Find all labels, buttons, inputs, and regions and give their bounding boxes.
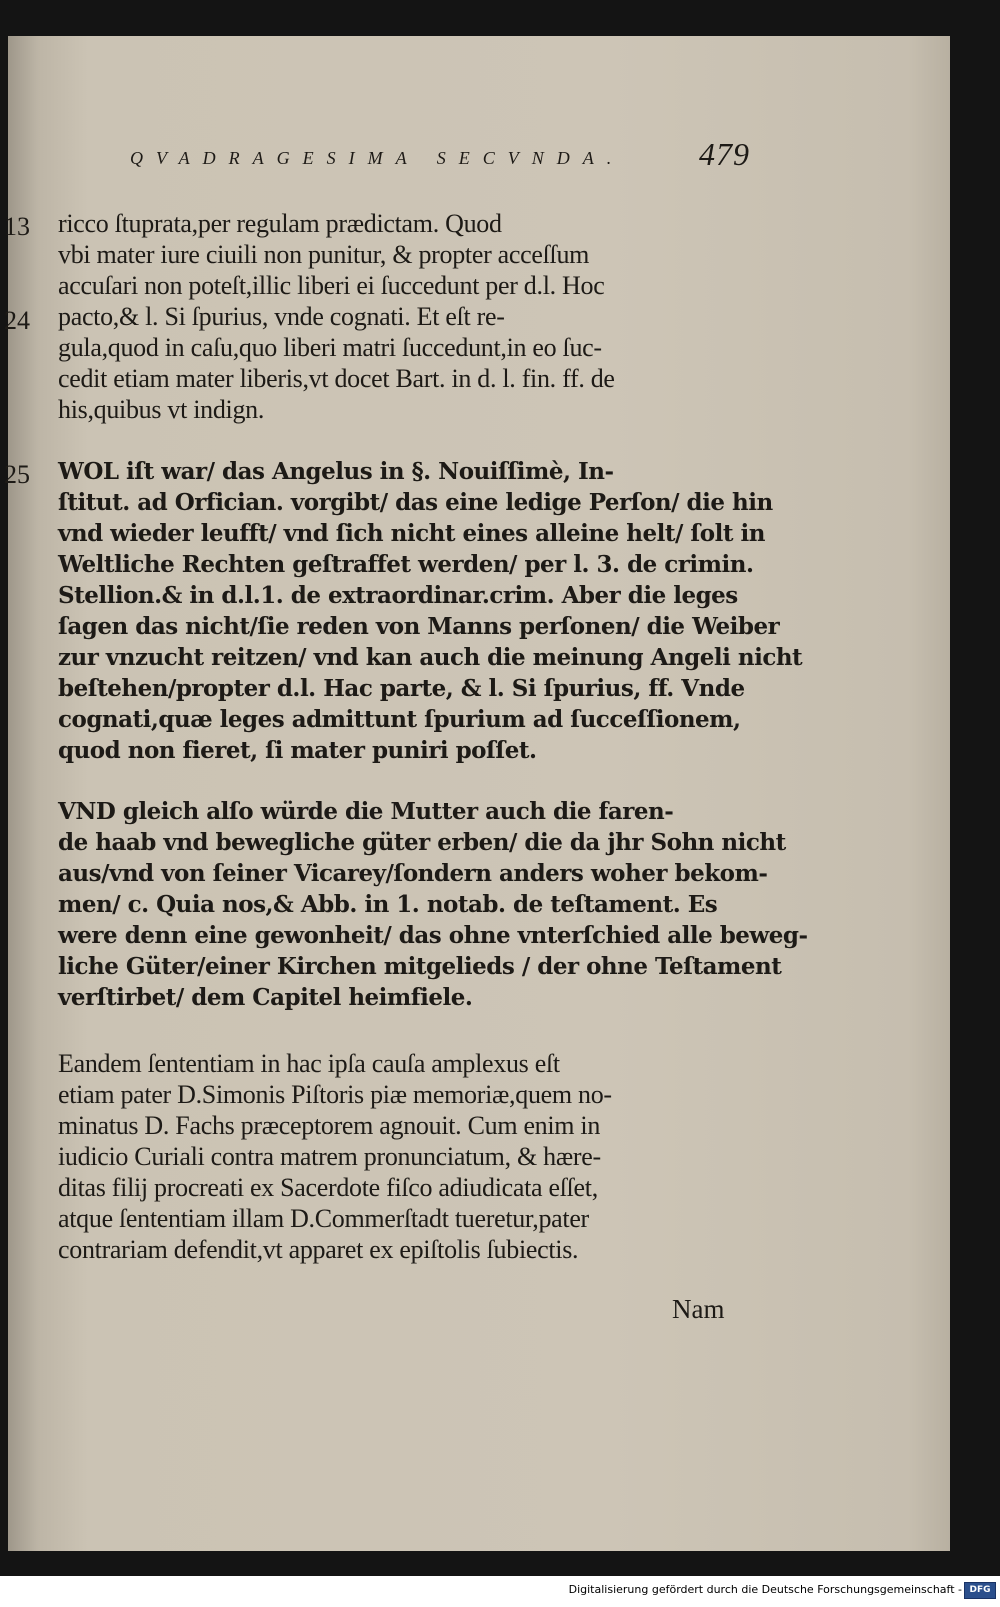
paragraph-latin-1: [58, 208, 743, 425]
footer-credit-bar: [0, 1577, 1000, 1607]
catchword: Nam: [672, 1294, 725, 1324]
text-line: beſtehen/propter d.l. Hac parte, & l. Si ſpurius, ff. Vnde: [58, 675, 745, 702]
text-line: gula,quod in caſu,quo liberi matri ſuccedunt,in eo ſuc-: [58, 333, 602, 362]
margin-number: 25: [4, 460, 30, 489]
running-head: [130, 134, 750, 184]
text-line: verſtirbet/ dem Capitel heimfiele.: [58, 984, 473, 1011]
paragraph-german-1: [58, 456, 803, 766]
text-line: ſagen das nicht/ſie reden von Manns perſonen/ die Weiber: [58, 613, 780, 640]
page-text-area: [4, 36, 950, 1551]
text-line: etiam pater D.Simonis Piſtoris piæ memoriæ,quem no-: [58, 1080, 612, 1109]
text-line: were denn eine gewonheit/ das ohne vnterſchied alle beweg-: [58, 922, 808, 949]
text-line: men/ c. Quia nos,& Abb. in 1. notab. de teſtament. Es: [58, 891, 718, 918]
funding-credit: Digitalisierung gefördert durch die Deutsche Forschungsgemeinschaft -: [568, 1583, 962, 1596]
text-line: pacto,& l. Si ſpurius, vnde cognati. Et eſt re-: [58, 302, 505, 331]
text-line: VND gleich alſo würde die Mutter auch die faren-: [58, 798, 674, 825]
running-title: QVADRAGESIMA SECVNDA.: [130, 148, 625, 168]
text-line: liche Güter/einer Kirchen mitgelieds / der ohne Teſtament: [58, 953, 782, 980]
text-line: quod non fieret, ſi mater puniri poſſet.: [58, 737, 537, 764]
text-line: ditas filij procreati ex Sacerdote fiſco adiudicata eſſet,: [58, 1173, 598, 1202]
text-line: WOL iſt war/ das Angelus in §. Nouiſſimè, In-: [58, 458, 614, 485]
text-line: de haab vnd bewegliche güter erben/ die da jhr Sohn nicht: [58, 829, 786, 856]
text-line: ſtitut. ad Orfician. vorgibt/ das eine ledige Perſon/ die hin: [58, 489, 773, 516]
text-line: atque ſententiam illam D.Commerſtadt tueretur,pater: [58, 1204, 589, 1233]
text-line: iudicio Curiali contra matrem pronunciatum, & hære-: [58, 1142, 601, 1171]
text-line: accuſari non poteſt,illic liberi ei ſuccedunt per d.l. Hoc: [58, 271, 605, 300]
text-line: ricco ſtuprata,per regulam prædictam. Quod: [58, 209, 502, 238]
text-line: Eandem ſententiam in hac ipſa cauſa amplexus eſt: [58, 1049, 560, 1078]
text-line: minatus D. Fachs præceptorem agnouit. Cum enim in: [58, 1111, 601, 1140]
paragraph-latin-2: [58, 1048, 743, 1265]
book-page: [4, 36, 950, 1551]
page-number: 479: [699, 136, 750, 172]
text-line: Stellion.& in d.l.1. de extraordinar.crim. Aber die leges: [58, 582, 738, 609]
text-line: aus/vnd von ſeiner Vicarey/ſondern anders woher bekom-: [58, 860, 768, 887]
text-line: cedit etiam mater liberis,vt docet Bart. in d. l. fin. ff. de: [58, 364, 615, 393]
text-line: zur vnzucht reitzen/ vnd kan auch die meinung Angeli nicht: [58, 644, 803, 671]
margin-number: 13: [4, 212, 30, 241]
dfg-logo: DFG: [964, 1582, 996, 1599]
text-line: cognati,quæ leges admittunt ſpurium ad ſucceſſionem,: [58, 706, 741, 733]
text-line: Weltliche Rechten geſtraffet werden/ per l. 3. de crimin.: [58, 551, 754, 578]
text-line: contrariam defendit,vt apparet ex epiſtolis ſubiectis.: [58, 1235, 579, 1264]
text-line: his,quibus vt indign.: [58, 395, 265, 424]
margin-number: 24: [4, 306, 30, 335]
paragraph-german-2: [58, 796, 808, 1013]
text-line: vnd wieder leufft/ vnd ſich nicht eines alleine helt/ ſolt in: [58, 520, 765, 547]
text-line: vbi mater iure ciuili non punitur, & propter acceſſum: [58, 240, 590, 269]
